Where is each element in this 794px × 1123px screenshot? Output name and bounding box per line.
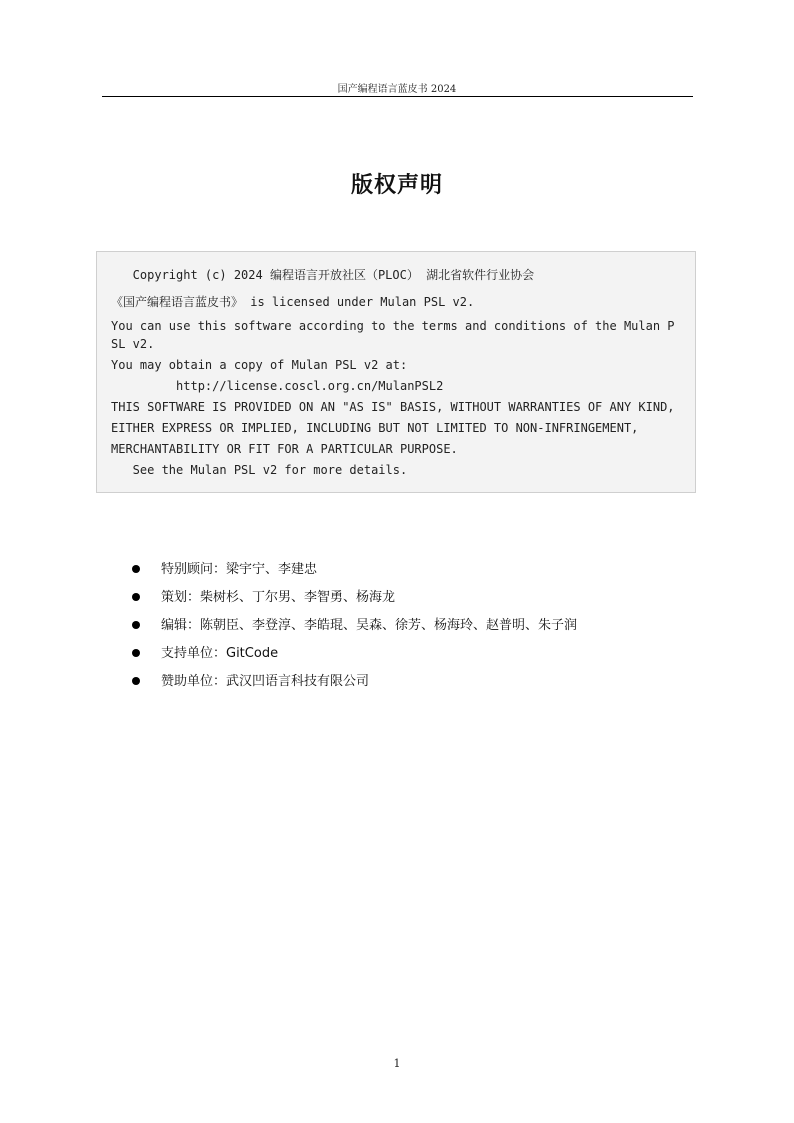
- page-title: 版权声明: [350, 173, 443, 198]
- credit-support: [132, 644, 692, 672]
- license-line-disclaimer-2: EITHER EXPRESS OR IMPLIED, INCLUDING BUT NOT LIMITED TO NON-INFRINGEMENT,: [111, 421, 639, 435]
- credit-advisors: [132, 560, 692, 588]
- bullet-icon: [132, 649, 140, 657]
- credit-text: 特别顾问：梁宇宁、李建忠: [161, 562, 318, 577]
- running-header: 国产编程语言蓝皮书 2024: [337, 84, 457, 95]
- bullet-icon: [132, 621, 140, 629]
- license-line-copyright: Copyright (c) 2024 编程语言开放社区（PLOC） 湖北省软件行业协会: [111, 268, 535, 282]
- license-line-terms: You can use this software according to the terms and conditions of the Mulan P: [111, 319, 675, 333]
- license-block: [96, 251, 696, 493]
- license-line-terms-cont: SL v2.: [111, 337, 155, 351]
- credit-text: 支持单位：GitCode: [161, 646, 279, 661]
- license-line-obtain: You may obtain a copy of Mulan PSL v2 at:: [111, 358, 408, 372]
- bullet-icon: [132, 593, 140, 601]
- credit-editors: [132, 616, 692, 644]
- credit-planning: [132, 588, 692, 616]
- page-number: 1: [393, 1057, 401, 1070]
- license-url: http://license.coscl.org.cn/MulanPSL2: [111, 379, 444, 393]
- bullet-icon: [132, 565, 140, 573]
- header-divider: [102, 96, 693, 97]
- credit-text: 赞助单位：武汉凹语言科技有限公司: [161, 674, 370, 689]
- license-line-disclaimer-3: MERCHANTABILITY OR FIT FOR A PARTICULAR PURPOSE.: [111, 442, 458, 456]
- credit-text: 策划：柴树杉、丁尔男、李智勇、杨海龙: [161, 590, 396, 605]
- bullet-icon: [132, 677, 140, 685]
- credit-text: 编辑：陈朝臣、李登淳、李皓琨、吴森、徐芳、杨海玲、赵普明、朱子润: [161, 618, 578, 633]
- credits-list: [132, 560, 692, 700]
- license-line-licensed-under: 《国产编程语言蓝皮书》 is licensed under Mulan PSL v2.: [111, 295, 475, 309]
- license-line-disclaimer-1: THIS SOFTWARE IS PROVIDED ON AN "AS IS" BASIS, WITHOUT WARRANTIES OF ANY KIND,: [111, 400, 675, 414]
- credit-sponsor: [132, 672, 692, 700]
- license-line-see-details: See the Mulan PSL v2 for more details.: [111, 463, 408, 477]
